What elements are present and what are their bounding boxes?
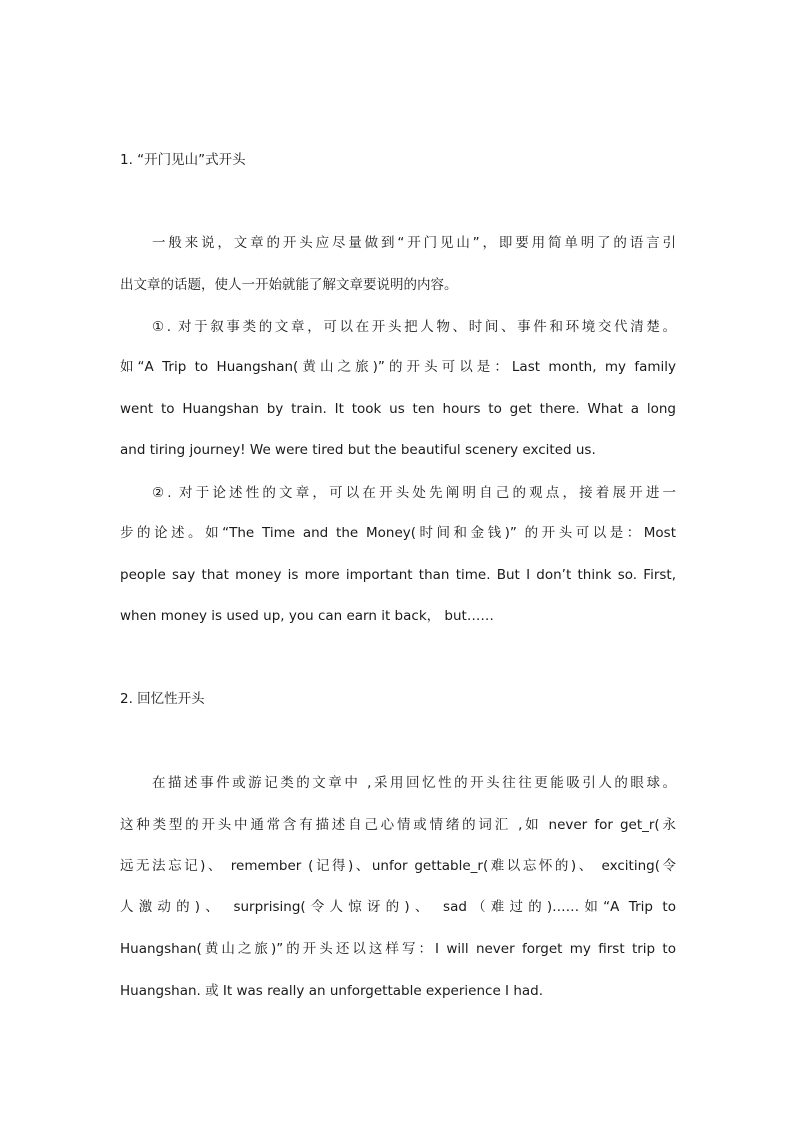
section-1-line-10: when money is used up, you can earn it back， but…… [120,608,494,624]
section-1-heading: 1. “开门见山”式开头 [120,152,246,168]
section-2-line-4: 人激动的)、 surprising(令人惊讶的)、 sad（难过的)……如“A Trip to [120,899,676,915]
section-1-line-5: went to Huangshan by train. It took us ten hours to get there. What a long [120,401,676,417]
section-2-line-1: 在描述事件或游记类的文章中 ,采用回忆性的开头往往更能吸引人的眼球。 [152,775,676,791]
section-1-line-6: and tiring journey! We were tired but the beautiful scenery excited us. [120,442,596,458]
section-1-line-2: 出文章的话题，使人一开始就能了解文章要说明的内容。 [120,277,458,293]
section-2-heading: 2. 回忆性开头 [120,691,205,707]
section-1-line-3: ①. 对于叙事类的文章，可以在开头把人物、时间、事件和环境交代清楚。 [152,319,676,335]
section-1-line-8: 步的论述。如“The Time and the Money(时间和金钱)” 的开头可以是：Most [120,525,676,541]
section-2-line-3: 远无法忘记)、 remember (记得)、unfor gettable_r(难以忘怀的)、 exciting(令 [120,858,676,874]
section-2-line-5: Huangshan(黄山之旅)”的开头还以这样写：I will never forget my first trip to [120,941,676,957]
section-1-line-9: people say that money is more important than time. But I don’t think so. First, [120,567,676,583]
section-1-line-1: 一般来说，文章的开头应尽量做到“开门见山”，即要用简单明了的语言引 [152,235,676,251]
section-2-line-6: Huangshan. 或 It was really an unforgettable experience I had. [120,983,544,999]
section-2-line-2: 这种类型的开头中通常含有描述自己心情或情绪的词汇 ,如 never for get_r(永 [120,817,676,833]
section-1-line-4: 如“A Trip to Huangshan(黄山之旅)”的开头可以是：Last month, my family [120,359,676,375]
section-1-line-7: ②. 对于论述性的文章，可以在开头处先阐明自己的观点，接着展开进一 [152,485,676,501]
